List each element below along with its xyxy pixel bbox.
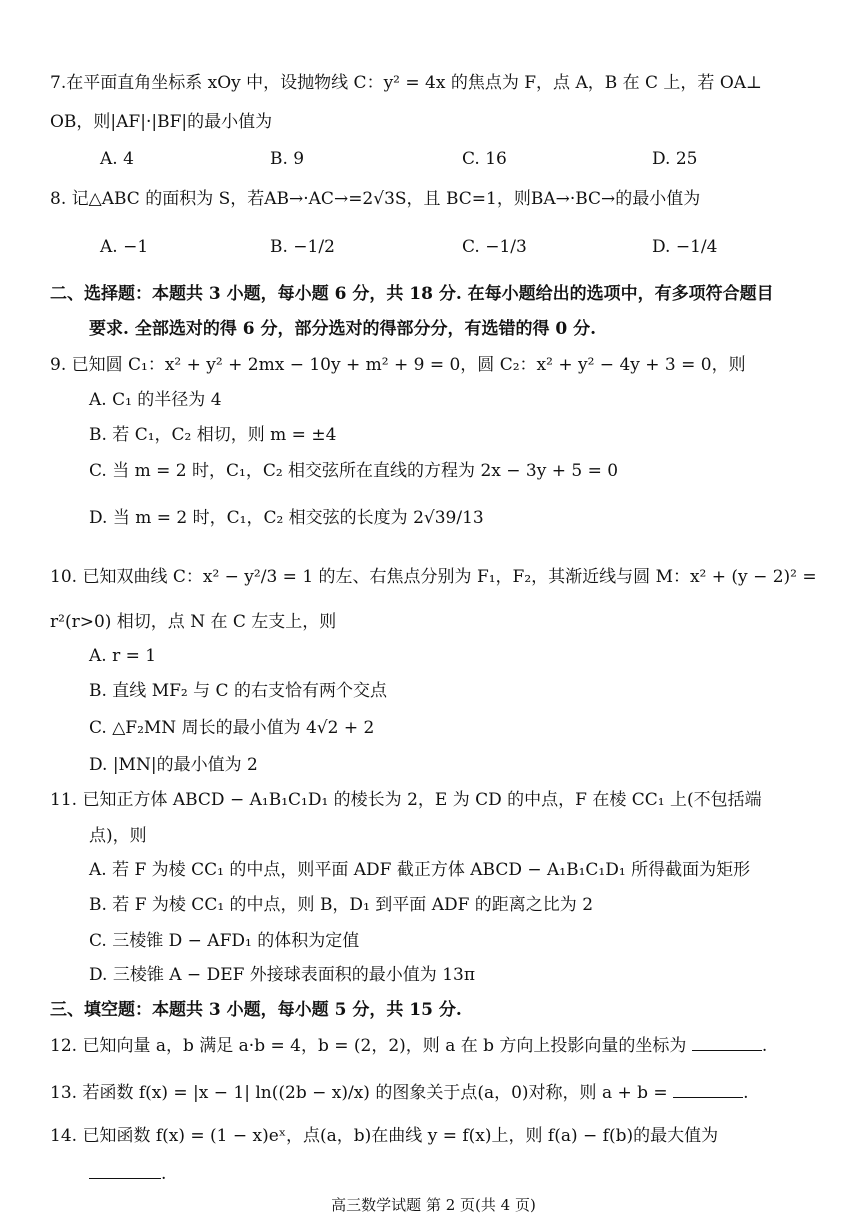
q12-answer-blank[interactable] [692,1034,762,1051]
section2-heading-line2: 要求. 全部选对的得 6 分，部分选对的得部分分，有选错的得 0 分. [89,319,597,339]
q7-option-b: B. 9 [270,149,305,169]
section2-heading-line1: 二、选择题：本题共 3 小题，每小题 6 分，共 18 分. 在每小题给出的选项中，有多项符合题目 [50,284,774,304]
q13-line [50,1081,748,1104]
q7-line1: 7.在平面直角坐标系 xOy 中，设抛物线 C：y² = 4x 的焦点为 F，点 A，B 在 C 上，若 OA⊥ [50,73,763,93]
q8-stem: 8. 记△ABC 的面积为 S，若AB→·AC→=2√3S，且 BC=1，则BA→·BC→的最小值为 [50,189,701,209]
q13-answer-blank[interactable] [673,1081,743,1098]
q14-line2 [89,1162,166,1185]
q10-line2: r²(r>0) 相切，点 N 在 C 左支上，则 [50,612,337,632]
q12-stem: 12. 已知向量 a，b 满足 a·b = 4，b = (2，2)，则 a 在 b 方向上投影向量的坐标为 [50,1036,687,1056]
q10-option-c: C. △F₂MN 周长的最小值为 4√2 + 2 [89,718,375,738]
q8-option-d: D. −1/4 [652,237,718,257]
q7-option-c: C. 16 [462,149,507,169]
q12-end: . [761,1036,768,1056]
section3-heading: 三、填空题：本题共 3 小题，每小题 5 分，共 15 分. [50,1000,462,1020]
q13-stem: 13. 若函数 f(x) = |x − 1| ln((2b − x)/x) 的图象关于点(a，0)对称，则 a + b = [50,1083,668,1103]
q14-end: . [161,1164,167,1184]
q10-line1: 10. 已知双曲线 C：x² − y²/3 = 1 的左、右焦点分别为 F₁，F₂，其渐近线与圆 M：x² + (y − 2)² = [50,567,817,587]
q11-option-b: B. 若 F 为棱 CC₁ 的中点，则 B，D₁ 到平面 ADF 的距离之比为 2 [89,895,594,915]
q7-option-a: A. 4 [100,149,134,169]
q10-option-b: B. 直线 MF₂ 与 C 的右支恰有两个交点 [89,681,387,701]
q8-option-a: A. −1 [100,237,149,257]
q14-line1: 14. 已知函数 f(x) = (1 − x)eˣ，点(a，b)在曲线 y = f(x)上，则 f(a) − f(b)的最大值为 [50,1126,719,1146]
q7-line2: OB，则|AF|·|BF|的最小值为 [50,112,273,132]
q9-option-b: B. 若 C₁，C₂ 相切，则 m = ±4 [89,425,337,445]
q10-option-a: A. r = 1 [89,646,157,666]
q9-option-d: D. 当 m = 2 时，C₁，C₂ 相交弦的长度为 2√39/13 [89,508,484,528]
q9-stem: 9. 已知圆 C₁：x² + y² + 2mx − 10y + m² + 9 = 0，圆 C₂：x² + y² − 4y + 3 = 0，则 [50,355,746,375]
q8-option-b: B. −1/2 [270,237,335,257]
q9-option-c: C. 当 m = 2 时，C₁，C₂ 相交弦所在直线的方程为 2x − 3y + 5 = 0 [89,461,619,481]
q11-option-c: C. 三棱锥 D − AFD₁ 的体积为定值 [89,931,360,951]
q10-option-d: D. |MN|的最小值为 2 [89,755,258,775]
q11-option-d: D. 三棱锥 A − DEF 外接球表面积的最小值为 13π [89,965,476,985]
q11-line1: 11. 已知正方体 ABCD − A₁B₁C₁D₁ 的棱长为 2，E 为 CD 的中点，F 在棱 CC₁ 上(不包括端 [50,790,762,810]
q11-line2: 点)，则 [89,826,147,846]
q7-option-d: D. 25 [652,149,698,169]
q9-option-a: A. C₁ 的半径为 4 [89,390,222,410]
page-footer: 高三数学试题 第 2 页(共 4 页) [331,1196,536,1214]
q14-answer-blank[interactable] [89,1162,161,1179]
q11-option-a: A. 若 F 为棱 CC₁ 的中点，则平面 ADF 截正方体 ABCD − A₁B₁C₁D₁ 所得截面为矩形 [89,860,751,880]
q8-option-c: C. −1/3 [462,237,527,257]
q13-end: . [743,1083,749,1103]
q12-line [50,1034,767,1057]
